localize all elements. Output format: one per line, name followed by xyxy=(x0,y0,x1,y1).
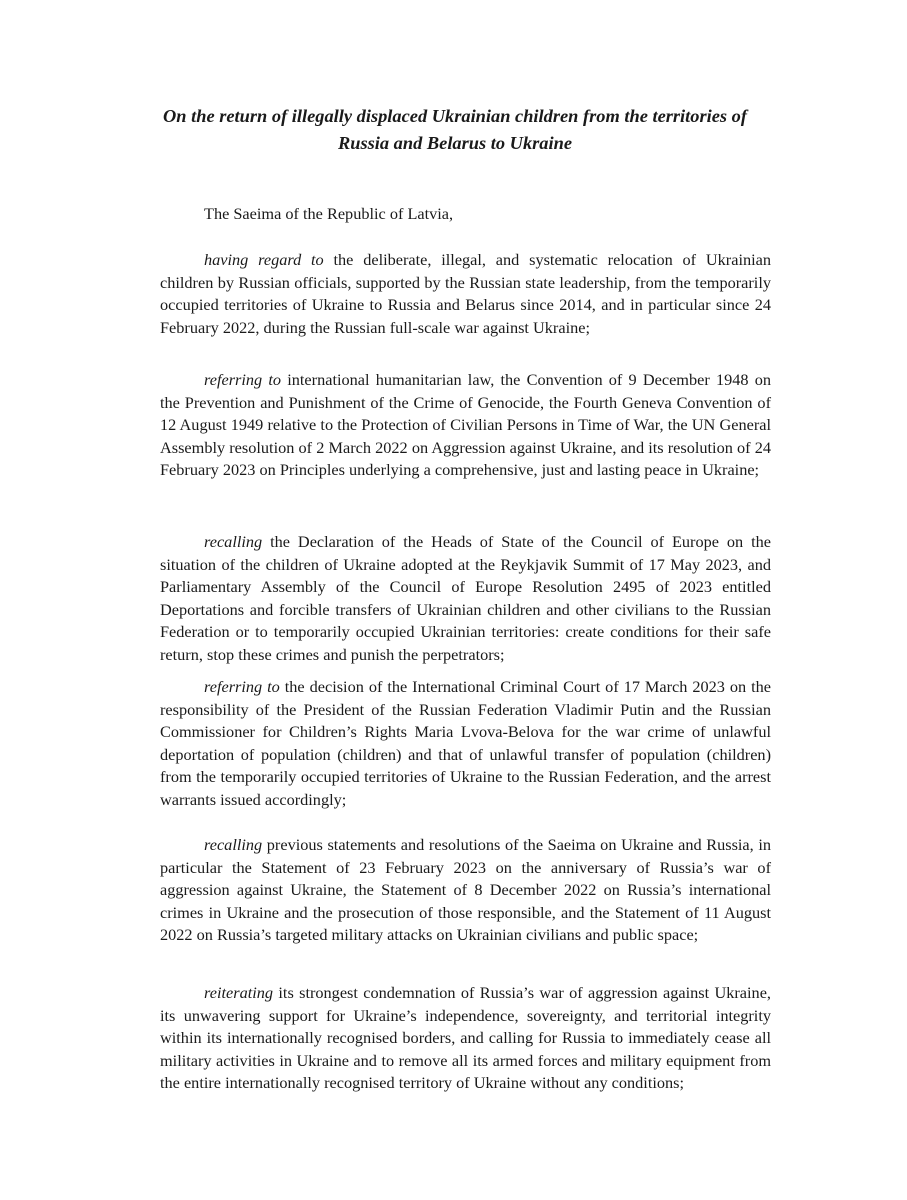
recital-text: previous statements and resolutions of the Saeima on Ukraine and Russia, in particular the Statement of 23 February 2023 on the anniversary of Russia’s war of aggression against Ukraine, the Statement of 8 December 2022 on Russia’s international crimes in Ukraine and the prosecution of those responsible, and the Statement of 11 August 2022 on Russia’s targeted military attacks on Ukrainian civilians and public space; xyxy=(160,835,771,945)
recital-text: international humanitarian law, the Convention of 9 December 1948 on the Prevention and Punishment of the Crime of Genocide, the Fourth Geneva Convention of 12 August 1949 relative to the Protection of Civilian Persons in Time of War, the UN General Assembly resolution of 2 March 2022 on Aggression against Ukraine, and its resolution of 24 February 2023 on Principles underlying a comprehensive, just and lasting peace in Ukraine; xyxy=(160,370,771,480)
opening-line: The Saeima of the Republic of Latvia, xyxy=(204,204,454,223)
recital-text: its strongest condemnation of Russia’s war of aggression against Ukraine, its unwavering support for Ukraine’s independence, sovereignty, and territorial integrity within its internationally recognised borders, and calling for Russia to immediately cease all military activities in Ukraine and to remove all its armed forces and military equipment from the entire internationally recognised territory of Ukraine without any conditions; xyxy=(160,983,771,1093)
recital-text: the Declaration of the Heads of State of the Council of Europe on the situation of the children of Ukraine adopted at the Reykjavik Summit of 17 May 2023, and Parliamentary Assembly of the Council of Europe Resolution 2495 of 2023 entitled Deportations and forcible transfers of Ukrainian children and other civilians to the Russian Federation or to temporarily occupied Ukrainian territories: create conditions for their safe return, stop these crimes and punish the perpetrators; xyxy=(160,532,771,664)
recital-paragraph xyxy=(160,834,771,947)
recital-lead: recalling xyxy=(204,532,263,551)
recital-paragraph xyxy=(160,676,771,812)
recital-paragraph xyxy=(160,249,771,339)
recital-lead: having regard to xyxy=(204,250,324,269)
recital-text: the deliberate, illegal, and systematic relocation of Ukrainian children by Russian officials, supported by the Russian state leadership, from the temporarily occupied territories of Ukraine to Russia and Belarus since 2014, and in particular since 24 February 2022, during the Russian full-scale war against Ukraine; xyxy=(160,250,772,337)
recital-paragraph xyxy=(160,369,771,482)
document-title: On the return of illegally displaced Ukrainian children from the territories of Russia and Belarus to Ukraine xyxy=(163,106,747,153)
recital-text: the decision of the International Criminal Court of 17 March 2023 on the responsibility of the President of the Russian Federation Vladimir Putin and the Russian Commissioner for Children’s Rights Maria Lvova-Belova for the war crime of unlawful deportation of population (children) and that of unlawful transfer of population (children) from the temporarily occupied territories of Ukraine to the Russian Federation, and the arrest warrants issued accordingly; xyxy=(160,677,772,809)
recital-lead: reiterating xyxy=(204,983,274,1002)
recital-paragraph xyxy=(160,982,771,1095)
recital-lead: referring to xyxy=(204,677,280,696)
recital-lead: referring to xyxy=(204,370,282,389)
recital-paragraph xyxy=(160,531,771,667)
recital-lead: recalling xyxy=(204,835,263,854)
